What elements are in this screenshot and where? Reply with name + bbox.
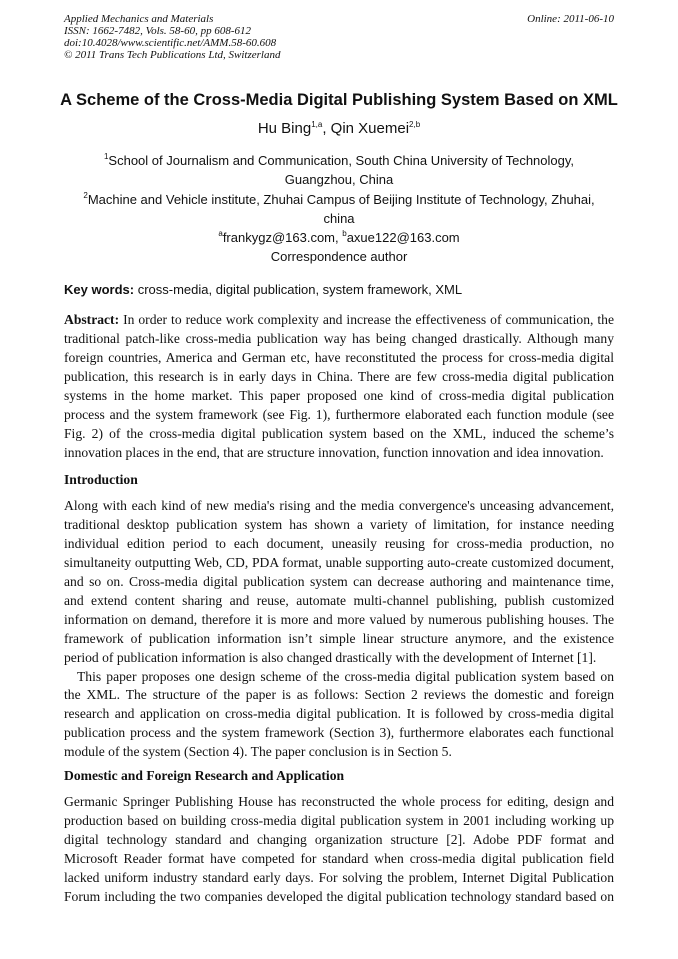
text-line: traditional desktop publication system has shown a variety of limitation, for instance needing: [64, 516, 614, 532]
abstract-label: Abstract:: [64, 312, 120, 327]
text-line: research and application on cross-media digital publication. It is followed by cross-media digital: [64, 706, 614, 722]
abstract-text: In order to reduce work complexity and increase the effectiveness of communication, the: [119, 312, 614, 327]
author-separator: ,: [322, 120, 331, 137]
text-line: publication process and the system framework (Section 3), furthermore elaborates each functional: [64, 725, 614, 741]
author-name: Hu Bing: [257, 120, 312, 137]
online-date: Online: 2011-06-10: [527, 13, 614, 25]
text-line: framework of publication information isn’t simple linear structure anymore, and the existence: [64, 630, 614, 646]
affil-sup: 1: [103, 152, 109, 161]
text-line: Germanic Springer Publishing House has reconstructed the whole process for editing, design and: [64, 794, 614, 809]
text-line: foreign countries, America and German etc, have reconstituted the process for cross-media digital: [64, 349, 614, 365]
text-line: systems in the home market. This paper proposed one kind of cross-media digital publication: [64, 387, 614, 403]
affiliation-1-city: Guangzhou, China: [284, 172, 394, 188]
introduction-paragraph-1: [64, 497, 614, 667]
keywords-text: cross-media, digital publication, system framework, XML: [134, 282, 463, 297]
text-line: module of the system (Section 4). The paper conclusion is in Section 5.: [64, 744, 452, 760]
domestic-heading: Domestic and Foreign Research and Application: [64, 768, 345, 783]
text-line: simultaneity outputting Web, CD, PDA format, unable supporting auto-create customized document,: [64, 554, 614, 570]
text-line: period of publication information is also changed drastically with the development of Internet [1].: [64, 649, 597, 665]
author-name: Qin Xuemei: [330, 120, 410, 137]
journal-header: [64, 13, 280, 61]
text-line: Forum including the two companies developed the digital publication technology standard based on: [64, 888, 614, 904]
text-line: digital technology standard and changing organization structure [2]. Adobe PDF format and: [64, 831, 614, 847]
text-line: publication, this research is in early days in China. There are few cross-media digital publication: [64, 368, 614, 384]
text-line: Fig. 2) of the cross-media digital publication system based on the XML, induced the scheme’s: [64, 425, 614, 441]
text-line: information on demand, therefore it is more and more valued by numerous publishing houses. The: [64, 611, 614, 627]
text-line: and so on. Cross-media digital publication system can decrease authoring and maintenance time,: [64, 573, 614, 589]
affiliation-1: School of Journalism and Communication, South China University of Technology,: [108, 153, 575, 168]
journal-name: Applied Mechanics and Materials: [64, 13, 214, 25]
text-line: lacked uniform industry standard early days. For solving the problem, Internet Digital Publication: [64, 869, 614, 885]
text-line: production based on building cross-media digital publication system in 2001 including working up: [64, 812, 614, 828]
text-line: innovation places in the end, that are structure innovation, function innovation and idea innovation.: [64, 444, 604, 460]
introduction-paragraph-2: [64, 668, 614, 763]
doi: doi:10.4028/www.scientific.net/AMM.58-60.608: [64, 37, 277, 49]
correspondence-note: Correspondence author: [270, 249, 408, 265]
text-line: This paper proposes one design scheme of the cross-media digital publication system based on: [77, 668, 614, 684]
keywords-label: Key words:: [64, 282, 135, 297]
abstract: [64, 311, 614, 463]
text-line: individual edition period to each document, uneasily reusing for cross-media production, no: [64, 535, 614, 551]
email-sup: b: [342, 229, 347, 239]
email-b[interactable]: axue122@163.com: [346, 230, 460, 246]
domestic-paragraph-1: [64, 793, 614, 907]
affiliations: [0, 151, 678, 267]
text-line: the XML. The structure of the paper is as follows: Section 2 reviews the domestic and foreign: [64, 687, 614, 703]
email-a[interactable]: frankygz@163.com,: [222, 230, 343, 246]
authors: [0, 120, 678, 137]
email-sup: a: [218, 229, 223, 239]
issn: ISSN: 1662-7482, Vols. 58-60, pp 608-612: [64, 25, 251, 37]
author-sup: 1,a: [311, 120, 323, 129]
introduction-heading: Introduction: [64, 472, 138, 487]
keywords: [64, 282, 462, 297]
affiliation-2: Machine and Vehicle institute, Zhuhai Campus of Beijing Institute of Technology, Zhuhai,: [87, 191, 595, 207]
text-line: [64, 311, 614, 330]
text-line: Along with each kind of new media's rising and the media convergence's unceasing advancement,: [64, 498, 614, 513]
affiliation-2-city: china: [323, 210, 355, 226]
paper-title: A Scheme of the Cross-Media Digital Publishing System Based on XML: [60, 91, 618, 109]
text-line: traditional patch-like cross-media publication way has being changed drastically. Although many: [64, 330, 614, 346]
text-line: Microsoft Reader format have competed for standard when cross-media digital publication field: [64, 850, 614, 866]
text-line: and extend content sharing and reuse, automate multi-channel publishing, publish customized: [64, 592, 614, 608]
text-line: process and the system framework (see Fig. 1), furthermore elaborated each function module (see: [64, 406, 614, 422]
copyright: © 2011 Trans Tech Publications Ltd, Switzerland: [64, 49, 281, 61]
affil-sup: 2: [83, 190, 88, 200]
author-sup: 2,b: [409, 120, 421, 129]
